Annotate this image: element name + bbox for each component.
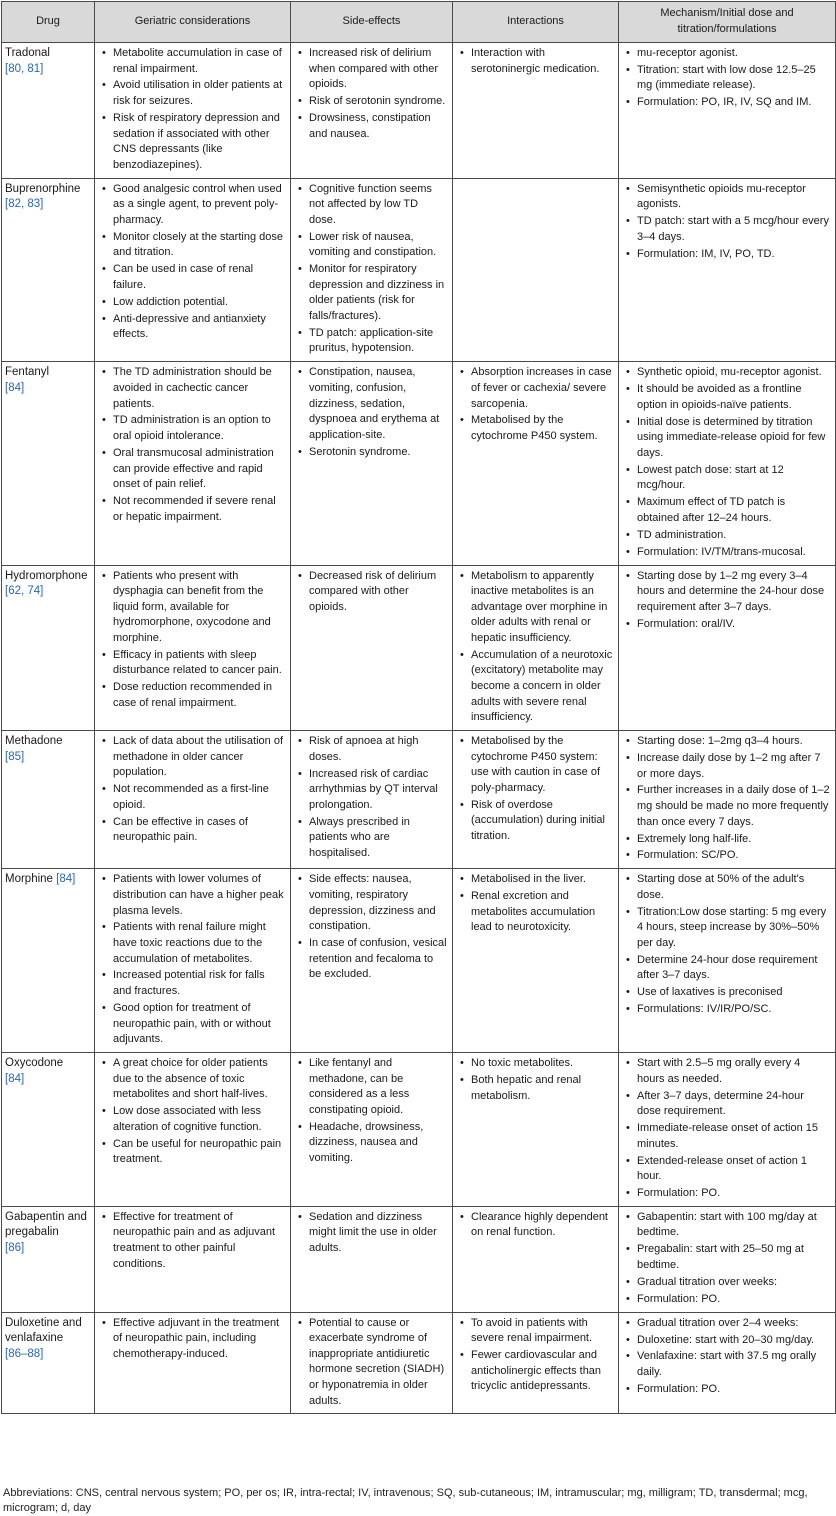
bullet-item: • Clearance highly dependent on renal function. <box>456 1210 613 1241</box>
bullet-item: • Metabolite accumulation in case of renal impairment. <box>98 46 285 77</box>
bullet-list <box>98 734 285 846</box>
bullet-item: • Formulation: PO. <box>622 1186 830 1202</box>
mechanism-cell <box>619 1053 836 1207</box>
bullet-item: • Synthetic opioid, mu-receptor agonist. <box>622 365 830 381</box>
bullet-item: • Increased risk of delirium when compared with other opioids. <box>294 46 447 93</box>
bullet-item: • Patients with renal failure might have toxic reactions due to the accumulation of metabolites. <box>98 920 285 967</box>
side-effects-cell <box>291 869 453 1053</box>
bullet-item: • Monitor for respiratory depression and dizziness in older patients (risk for falls/fractures). <box>294 262 447 324</box>
drug-reference-link[interactable]: [80, 81] <box>5 62 44 75</box>
bullet-item: • Accumulation of a neurotoxic (excitatory) metabolite may become a concern in older adults with severe renal insufficiency. <box>456 648 613 726</box>
drug-reference-link[interactable]: [84] <box>5 381 25 394</box>
bullet-item: • Side effects: nausea, vomiting, respiratory depression, dizziness and constipation. <box>294 872 447 934</box>
bullet-item: • Gabapentin: start with 100 mg/day at bedtime. <box>622 1210 830 1241</box>
drug-cell <box>2 178 95 362</box>
geriatric-considerations-cell <box>95 731 291 869</box>
bullet-item: • Extremely long half-life. <box>622 832 830 848</box>
geriatric-considerations-cell <box>95 362 291 565</box>
table-row <box>2 565 836 731</box>
mechanism-cell <box>619 565 836 731</box>
bullet-list <box>622 182 830 263</box>
bullet-item: • Interaction with serotoninergic medication. <box>456 46 613 77</box>
bullet-list <box>294 734 447 861</box>
drug-name: Duloxetine and venlafaxine <box>5 1316 82 1345</box>
bullet-item: • Metabolised by the cytochrome P450 system. <box>456 413 613 444</box>
interactions-cell <box>453 731 619 869</box>
bullet-item: • No toxic metabolites. <box>456 1056 613 1072</box>
bullet-list <box>294 365 447 460</box>
bullet-item: • Use of laxatives is preconised <box>622 985 830 1001</box>
bullet-item: • TD administration. <box>622 528 830 544</box>
bullet-item: • Patients who present with dysphagia can benefit from the liquid form, available for hydromorphone, oxycodone and morphine. <box>98 569 285 647</box>
bullet-item: • Constipation, nausea, vomiting, confusion, dizziness, sedation, dyspnoea and erythema at application-site. <box>294 365 447 443</box>
header-drug: Drug <box>2 2 95 43</box>
drug-reference-link[interactable]: [85] <box>5 750 25 763</box>
bullet-item: • Pregabalin: start with 25–50 mg at bedtime. <box>622 1242 830 1273</box>
bullet-item: • Increased potential risk for falls and fractures. <box>98 968 285 999</box>
side-effects-cell <box>291 731 453 869</box>
bullet-list <box>622 365 830 560</box>
bullet-item: • Lowest patch dose: start at 12 mcg/hour. <box>622 463 830 494</box>
bullet-item: • Metabolised in the liver. <box>456 872 613 888</box>
geriatric-considerations-cell <box>95 565 291 731</box>
geriatric-considerations-cell <box>95 1206 291 1312</box>
drug-name: Buprenorphine <box>5 182 81 195</box>
drug-cell <box>2 43 95 179</box>
bullet-item: • Starting dose at 50% of the adult's dose. <box>622 872 830 903</box>
drug-reference-link[interactable]: [86–88] <box>5 1347 44 1360</box>
mechanism-cell <box>619 731 836 869</box>
bullet-item: • Can be used in case of renal failure. <box>98 262 285 293</box>
bullet-item: • Good analgesic control when used as a single agent, to prevent poly-pharmacy. <box>98 182 285 229</box>
bullet-item: • In case of confusion, vesical retention and fecaloma to be excluded. <box>294 936 447 983</box>
bullet-item: • Formulation: SC/PO. <box>622 848 830 864</box>
bullet-item: • Low dose associated with less alteration of cognitive function. <box>98 1104 285 1135</box>
interactions-cell <box>453 1053 619 1207</box>
drug-cell <box>2 565 95 731</box>
bullet-list <box>294 1316 447 1410</box>
mechanism-cell <box>619 178 836 362</box>
bullet-list <box>456 1056 613 1104</box>
bullet-item: • Formulation: IM, IV, PO, TD. <box>622 247 830 263</box>
bullet-list <box>622 872 830 1018</box>
bullet-item: • Formulation: IV/TM/trans-mucosal. <box>622 545 830 561</box>
geriatric-considerations-cell <box>95 869 291 1053</box>
bullet-item: • Formulation: PO. <box>622 1292 830 1308</box>
interactions-cell <box>453 43 619 179</box>
side-effects-cell <box>291 362 453 565</box>
bullet-item: • Starting dose: 1–2mg q3–4 hours. <box>622 734 830 750</box>
table-row <box>2 1312 836 1414</box>
bullet-list <box>98 1210 285 1272</box>
header-side-effects: Side-effects <box>291 2 453 43</box>
bullet-list <box>294 872 447 982</box>
bullet-list <box>98 182 285 343</box>
bullet-item: • After 3–7 days, determine 24-hour dose requirement. <box>622 1089 830 1120</box>
bullet-item: • Increased risk of cardiac arrhythmias by QT interval prolongation. <box>294 767 447 814</box>
bullet-item: • Renal excretion and metabolites accumulation lead to neurotoxicity. <box>456 889 613 936</box>
bullet-item: • Effective adjuvant in the treatment of neuropathic pain, including chemotherapy-induced. <box>98 1316 285 1363</box>
bullet-item: • Effective for treatment of neuropathic pain and as adjuvant treatment to other painful conditions. <box>98 1210 285 1272</box>
interactions-cell <box>453 178 619 362</box>
bullet-item: • Metabolism to apparently inactive metabolites is an advantage over morphine in older adults with renal or hepatic insufficiency. <box>456 569 613 647</box>
bullet-item: • Not recommended if severe renal or hepatic impairment. <box>98 494 285 525</box>
drug-name: Methadone <box>5 735 63 748</box>
bullet-list <box>622 1210 830 1307</box>
bullet-list <box>456 1210 613 1241</box>
bullet-list <box>294 182 447 357</box>
table-row <box>2 1053 836 1207</box>
bullet-item: • Patients with lower volumes of distribution can have a higher peak plasma levels. <box>98 872 285 919</box>
interactions-cell <box>453 362 619 565</box>
bullet-item: • Immediate-release onset of action 15 minutes. <box>622 1121 830 1152</box>
interactions-cell <box>453 869 619 1053</box>
drug-reference-link[interactable]: [86] <box>5 1242 25 1255</box>
bullet-list <box>456 46 613 77</box>
side-effects-cell <box>291 1312 453 1414</box>
bullet-list <box>294 569 447 616</box>
bullet-item: • Low addiction potential. <box>98 295 285 311</box>
bullet-item: • Duloxetine: start with 20–30 mg/day. <box>622 1333 830 1349</box>
bullet-item: • Efficacy in patients with sleep disturbance related to cancer pain. <box>98 648 285 679</box>
side-effects-cell <box>291 178 453 362</box>
bullet-list <box>98 46 285 173</box>
drug-name: Gabapentin and pregabalin <box>5 1210 87 1239</box>
header-row <box>2 2 836 43</box>
bullet-item: • Always prescribed in patients who are hospitalised. <box>294 815 447 862</box>
bullet-item: • Risk of respiratory depression and sedation if associated with other CNS depressants (like benzodiazepines). <box>98 111 285 173</box>
bullet-item: • Determine 24-hour dose requirement after 3–7 days. <box>622 953 830 984</box>
bullet-item: • Starting dose by 1–2 mg every 3–4 hours and determine the 24-hour dose requirement after 3–7 days. <box>622 569 830 616</box>
bullet-item: • Semisynthetic opioids mu-receptor agonists. <box>622 182 830 213</box>
abbreviations-footnote: Abbreviations: CNS, central nervous system; PO, per os; IR, intra-rectal; IV, intravenous; SQ, sub-cutaneous; IM, intramuscular; mg, milligram; TD, transdermal; mcg, microgram; d, day <box>3 1487 808 1514</box>
bullet-item: • Headache, drowsiness, dizziness, nausea and vomiting. <box>294 1120 447 1167</box>
header-interactions: Interactions <box>453 2 619 43</box>
bullet-item: • Both hepatic and renal metabolism. <box>456 1073 613 1104</box>
bullet-item: • Increase daily dose by 1–2 mg after 7 or more days. <box>622 751 830 782</box>
bullet-item: • Formulation: PO, IR, IV, SQ and IM. <box>622 95 830 111</box>
bullet-item: • Serotonin syndrome. <box>294 445 447 461</box>
bullet-list <box>622 1056 830 1202</box>
bullet-item: • Gradual titration over 2–4 weeks: <box>622 1316 830 1332</box>
bullet-item: • Lack of data about the utilisation of methadone in older cancer population. <box>98 734 285 781</box>
bullet-item: • Titration: start with low dose 12.5–25 mg (immediate release). <box>622 63 830 94</box>
header-mechanism: Mechanism/Initial dose and titration/formulations <box>619 2 836 43</box>
table-row <box>2 869 836 1053</box>
bullet-item: • Extended-release onset of action 1 hour. <box>622 1154 830 1185</box>
bullet-item: • Risk of apnoea at high doses. <box>294 734 447 765</box>
mechanism-cell <box>619 362 836 565</box>
drug-name: Morphine <box>5 873 53 886</box>
drug-reference-link[interactable]: [84] <box>5 1072 25 1085</box>
bullet-list <box>456 569 613 726</box>
drug-cell <box>2 731 95 869</box>
bullet-item: • Can be useful for neuropathic pain treatment. <box>98 1137 285 1168</box>
bullet-item: • Initial dose is determined by titration using immediate-release opioid for few days. <box>622 415 830 462</box>
geriatric-considerations-cell <box>95 1053 291 1207</box>
bullet-list <box>294 1056 447 1166</box>
bullet-item: • Gradual titration over weeks: <box>622 1275 830 1291</box>
drug-name: Fentanyl <box>5 366 50 379</box>
table-row <box>2 362 836 565</box>
mechanism-cell <box>619 1312 836 1414</box>
bullet-list <box>98 872 285 1047</box>
interactions-cell <box>453 1206 619 1312</box>
drug-cell <box>2 1206 95 1312</box>
header-geriatric-considerations: Geriatric considerations <box>95 2 291 43</box>
bullet-item: • To avoid in patients with severe renal impairment. <box>456 1316 613 1347</box>
bullet-item: • Cognitive function seems not affected by low TD dose. <box>294 182 447 229</box>
table-row <box>2 43 836 179</box>
bullet-list <box>622 46 830 111</box>
bullet-item: • mu-receptor agonist. <box>622 46 830 62</box>
drug-comparison-table <box>1 1 836 1414</box>
bullet-list <box>456 734 613 844</box>
bullet-list <box>294 46 447 142</box>
bullet-item: • Fewer cardiovascular and anticholinergic effects than tricyclic antidepressants. <box>456 1348 613 1395</box>
bullet-item: • Dose reduction recommended in case of renal impairment. <box>98 680 285 711</box>
geriatric-considerations-cell <box>95 43 291 179</box>
bullet-list <box>98 1056 285 1168</box>
bullet-item: • Potential to cause or exacerbate syndrome of inappropriate antidiuretic hormone secretion (SIADH) or hyponatremia in older adults. <box>294 1316 447 1410</box>
drug-cell <box>2 362 95 565</box>
mechanism-cell <box>619 43 836 179</box>
side-effects-cell <box>291 1206 453 1312</box>
bullet-item: • Good option for treatment of neuropathic pain, with or without adjuvants. <box>98 1001 285 1048</box>
bullet-list <box>98 365 285 525</box>
bullet-item: • Decreased risk of delirium compared with other opioids. <box>294 569 447 616</box>
bullet-item: • Titration:Low dose starting: 5 mg every 4 hours, steep increase by 30%–50% per day. <box>622 905 830 952</box>
drug-name: Hydromorphone <box>5 569 88 582</box>
bullet-item: • It should be avoided as a frontline option in opioids-naïve patients. <box>622 382 830 413</box>
bullet-item: • TD patch: application-site pruritus, hypotension. <box>294 326 447 357</box>
drug-name: Tradonal <box>5 47 50 59</box>
mechanism-cell <box>619 1206 836 1312</box>
bullet-item: • Formulation: PO. <box>622 1382 830 1398</box>
table-header <box>2 2 836 43</box>
bullet-list <box>622 734 830 864</box>
bullet-item: • Can be effective in cases of neuropathic pain. <box>98 815 285 846</box>
drug-reference-link[interactable]: [84] <box>56 873 76 886</box>
bullet-item: • TD patch: start with a 5 mcg/hour every 3–4 days. <box>622 214 830 245</box>
side-effects-cell <box>291 1053 453 1207</box>
bullet-list <box>622 569 830 633</box>
bullet-item: • Drowsiness, constipation and nausea. <box>294 111 447 142</box>
bullet-item: • Venlafaxine: start with 37.5 mg orally daily. <box>622 1349 830 1380</box>
bullet-item: • Further increases in a daily dose of 1–2 mg should be made no more frequently than once every 7 days. <box>622 783 830 830</box>
bullet-list <box>456 872 613 936</box>
bullet-item: • Formulation: oral/IV. <box>622 617 830 633</box>
mechanism-cell <box>619 869 836 1053</box>
bullet-item: • Start with 2.5–5 mg orally every 4 hours as needed. <box>622 1056 830 1087</box>
bullet-item: • Risk of overdose (accumulation) during initial titration. <box>456 798 613 845</box>
bullet-item: • A great choice for older patients due to the absence of toxic metabolites and short half-lives. <box>98 1056 285 1103</box>
drug-cell <box>2 1053 95 1207</box>
table-row <box>2 731 836 869</box>
bullet-list <box>622 1316 830 1398</box>
interactions-cell <box>453 565 619 731</box>
bullet-item: • TD administration is an option to oral opioid intolerance. <box>98 413 285 444</box>
bullet-item: • Oral transmucosal administration can provide effective and rapid onset of pain relief. <box>98 446 285 493</box>
bullet-item: • Avoid utilisation in older patients at risk for seizures. <box>98 78 285 109</box>
interactions-cell <box>453 1312 619 1414</box>
bullet-item: • Maximum effect of TD patch is obtained after 12–24 hours. <box>622 495 830 526</box>
bullet-list <box>294 1210 447 1257</box>
bullet-item: • Lower risk of nausea, vomiting and constipation. <box>294 230 447 261</box>
drug-cell <box>2 869 95 1053</box>
bullet-item: • Monitor closely at the starting dose and titration. <box>98 230 285 261</box>
geriatric-considerations-cell <box>95 178 291 362</box>
side-effects-cell <box>291 43 453 179</box>
bullet-item: • Like fentanyl and methadone, can be considered as a less constipating opioid. <box>294 1056 447 1118</box>
bullet-list <box>98 1316 285 1363</box>
bullet-item: • Anti-depressive and antianxiety effects. <box>98 312 285 343</box>
table-row <box>2 1206 836 1312</box>
bullet-item: • Formulations: IV/IR/PO/SC. <box>622 1002 830 1018</box>
bullet-item: • Metabolised by the cytochrome P450 system: use with caution in case of poly-pharmacy. <box>456 734 613 796</box>
bullet-list <box>98 569 285 712</box>
bullet-list <box>456 1316 613 1395</box>
geriatric-considerations-cell <box>95 1312 291 1414</box>
bullet-item: • Absorption increases in case of fever or cachexia/ severe sarcopenia. <box>456 365 613 412</box>
table-row <box>2 178 836 362</box>
drug-cell <box>2 1312 95 1414</box>
bullet-list <box>456 365 613 444</box>
table-body <box>2 43 836 1414</box>
drug-reference-link[interactable]: [82, 83] <box>5 198 44 211</box>
drug-reference-link[interactable]: [62, 74] <box>5 585 44 598</box>
bullet-item: • Not recommended as a first-line opioid. <box>98 782 285 813</box>
side-effects-cell <box>291 565 453 731</box>
bullet-item: • Sedation and dizziness might limit the use in older adults. <box>294 1210 447 1257</box>
drug-name: Oxycodone <box>5 1057 64 1070</box>
bullet-item: • Risk of serotonin syndrome. <box>294 94 447 110</box>
bullet-item: • The TD administration should be avoided in cachectic cancer patients. <box>98 365 285 412</box>
